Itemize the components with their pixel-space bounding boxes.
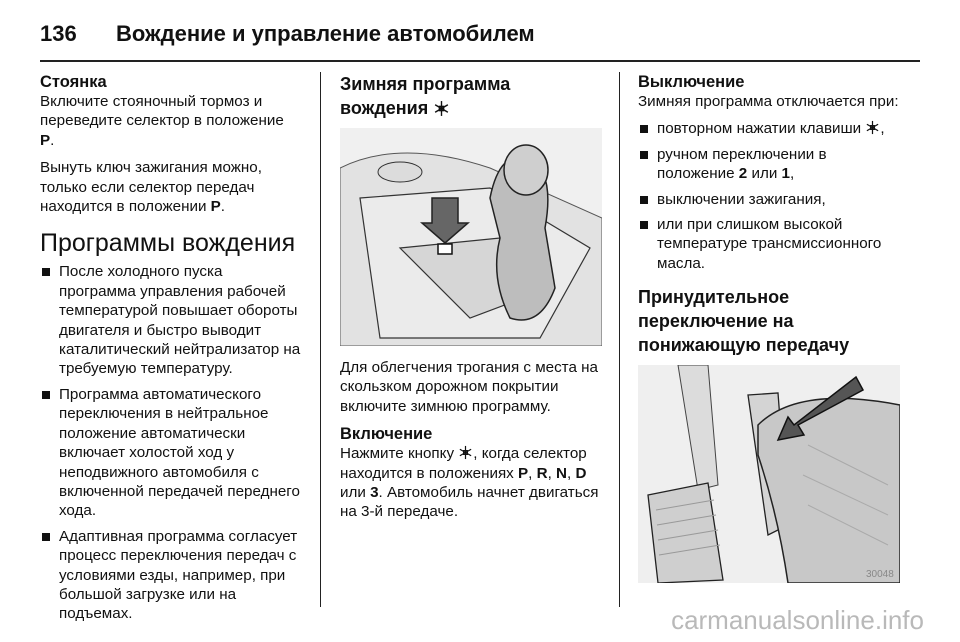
deactivation-heading: Выключение	[638, 73, 745, 91]
kickdown-heading: Принудительное переключение на понижающую передачу	[638, 287, 850, 356]
column-divider-1	[320, 72, 321, 607]
winter-paragraph: Для облегчения трогания с места на скользком дорожном покрытии включите зимнюю программу.	[340, 359, 598, 415]
column-divider-2	[619, 72, 620, 607]
programs-list	[40, 262, 302, 623]
pedal-illustration	[638, 365, 900, 583]
column-left	[40, 72, 302, 630]
list-item: или при слишком высокой температуре трансмиссионного масла.	[638, 215, 900, 273]
deactivation-paragraph: Зимняя программа отключается при:	[638, 93, 899, 110]
chapter-title: Вождение и управление автомобилем	[116, 21, 535, 46]
list-item: ручном переключении в положение 2 или 1,	[638, 145, 900, 184]
list-item: Адаптивная программа согласует процесс переключения передач с условиями езды, например, при большой загрузке или на подъемах.	[40, 527, 302, 624]
gear-selector-illustration	[340, 128, 602, 346]
header-rule	[40, 60, 920, 62]
snowflake-icon	[458, 445, 473, 460]
column-middle	[340, 72, 602, 530]
snowflake-icon	[865, 120, 880, 135]
figure-number: 30048	[866, 569, 894, 581]
parking-paragraph-2: Вынуть ключ зажигания можно, только если селектор передач находится в положении P.	[40, 159, 262, 216]
page-number: 136	[40, 21, 77, 46]
column-right	[638, 72, 900, 595]
activation-heading: Включение	[340, 425, 433, 444]
page-header	[40, 14, 920, 54]
winter-program-heading: Зимняя программа вождения	[340, 74, 511, 118]
list-item: Программа автоматического переключения в нейтральное положение автоматически включает холостой ход у неподвижного автомобиля с включенной передачей переднего хода.	[40, 385, 302, 521]
driving-programs-heading: Программы вождения	[40, 229, 296, 258]
deactivation-list	[638, 119, 900, 273]
parking-heading: Стоянка	[40, 73, 107, 91]
list-item: После холодного пуска программа управления рабочей температурой повышает обороты двигателя и быстро выводит каталитический нейтрализатор на требуемую температуру.	[40, 262, 302, 378]
list-item: повторном нажатии клавиши ,	[638, 119, 900, 138]
watermark: carmanualsonline.info	[671, 605, 924, 635]
snowflake-icon	[433, 100, 450, 117]
activation-paragraph: Нажмите кнопку , когда селектор находится в положениях P, R, N, D или 3. Автомобиль начнет двигаться на 3-й передаче.	[340, 445, 599, 521]
list-item: выключении зажигания,	[638, 190, 900, 209]
parking-paragraph-1: Включите стояночный тормоз и переведите селектор в положение P.	[40, 93, 284, 149]
